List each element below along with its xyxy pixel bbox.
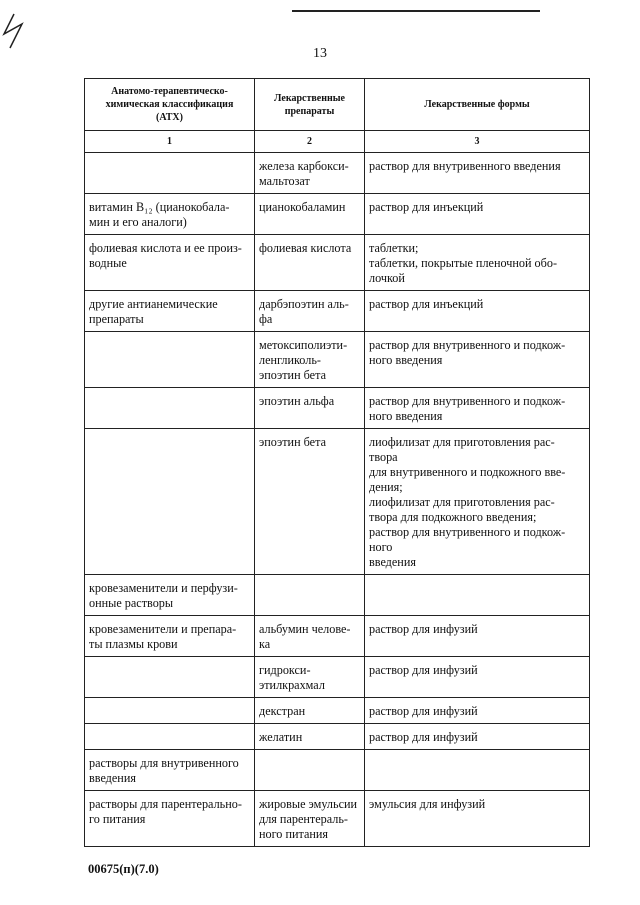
atc-class-cell: [85, 657, 255, 698]
table-row: [85, 575, 590, 616]
drug-name-cell: [255, 575, 365, 616]
header-forms: Лекарственные формы: [365, 79, 590, 131]
atc-class-cell: растворы для парентерально- го питания: [85, 791, 255, 847]
drug-name-cell: фолиевая кислота: [255, 235, 365, 291]
table-row: [85, 291, 590, 332]
table-row: [85, 429, 590, 575]
document-code: 00675(п)(7.0): [88, 862, 159, 876]
page-number: 13: [313, 46, 327, 61]
scan-artifact-line: [292, 10, 540, 12]
dosage-form-cell: таблетки; таблетки, покрытые пленочной обо- лочкой: [365, 235, 590, 291]
header-drugs: Лекарственные препараты: [255, 79, 365, 131]
dosage-form-cell: раствор для инфузий: [365, 616, 590, 657]
atc-class-cell: растворы для внутривенного введения: [85, 750, 255, 791]
table-row: [85, 698, 590, 724]
dosage-form-cell: эмульсия для инфузий: [365, 791, 590, 847]
table-row: [85, 153, 590, 194]
atc-class-cell: [85, 388, 255, 429]
drug-name-cell: цианокобаламин: [255, 194, 365, 235]
table-row: [85, 750, 590, 791]
header-atc: Анатомо-терапевтическо- химическая классификация (АТХ): [85, 79, 255, 131]
atc-class-cell: [85, 724, 255, 750]
atc-class-cell: кровезаменители и перфузи- онные растворы: [85, 575, 255, 616]
drug-name-cell: [255, 750, 365, 791]
table-row: [85, 791, 590, 847]
dosage-form-cell: раствор для инфузий: [365, 724, 590, 750]
dosage-form-cell: [365, 750, 590, 791]
dosage-form-cell: раствор для внутривенного введения: [365, 153, 590, 194]
column-number: 3: [365, 131, 590, 153]
drug-name-cell: жировые эмульсии для парентераль- ного питания: [255, 791, 365, 847]
atc-class-cell: другие антианемические препараты: [85, 291, 255, 332]
table-row: [85, 616, 590, 657]
column-number: 2: [255, 131, 365, 153]
drug-name-cell: метоксиполиэти- ленгликоль- эпоэтин бета: [255, 332, 365, 388]
column-number: 1: [85, 131, 255, 153]
atc-class-cell: [85, 429, 255, 575]
drug-name-cell: дарбэпоэтин аль- фа: [255, 291, 365, 332]
table-row: [85, 724, 590, 750]
table-row: [85, 657, 590, 698]
drug-name-cell: декстран: [255, 698, 365, 724]
drug-name-cell: желатин: [255, 724, 365, 750]
table-row: [85, 332, 590, 388]
drug-table: [84, 78, 590, 847]
drug-name-cell: альбумин челове- ка: [255, 616, 365, 657]
dosage-form-cell: раствор для инъекций: [365, 194, 590, 235]
atc-class-cell: [85, 698, 255, 724]
dosage-form-cell: раствор для инфузий: [365, 657, 590, 698]
atc-class-cell: [85, 332, 255, 388]
table-header-row: [85, 79, 590, 131]
dosage-form-cell: лиофилизат для приготовления рас- твора для внутривенного и подкожного вве- дения; лиофилизат для приготовления рас- твора для подкожного введения; раствор для внутривенного и подкож- ного введения: [365, 429, 590, 575]
column-number-row: [85, 131, 590, 153]
dosage-form-cell: раствор для внутривенного и подкож- ного введения: [365, 332, 590, 388]
table-row: [85, 388, 590, 429]
dosage-form-cell: раствор для инфузий: [365, 698, 590, 724]
drug-name-cell: гидрокси- этилкрахмал: [255, 657, 365, 698]
dosage-form-cell: раствор для внутривенного и подкож- ного введения: [365, 388, 590, 429]
atc-class-cell: кровезаменители и препара- ты плазмы крови: [85, 616, 255, 657]
drug-name-cell: эпоэтин бета: [255, 429, 365, 575]
atc-class-cell: витамин B₁₂ (цианокобала- мин и его аналоги): [85, 194, 255, 235]
dosage-form-cell: раствор для инъекций: [365, 291, 590, 332]
table-row: [85, 194, 590, 235]
atc-class-cell: фолиевая кислота и ее произ- водные: [85, 235, 255, 291]
drug-name-cell: железа карбокси- мальтозат: [255, 153, 365, 194]
drug-name-cell: эпоэтин альфа: [255, 388, 365, 429]
atc-class-cell: [85, 153, 255, 194]
dosage-form-cell: [365, 575, 590, 616]
table-row: [85, 235, 590, 291]
